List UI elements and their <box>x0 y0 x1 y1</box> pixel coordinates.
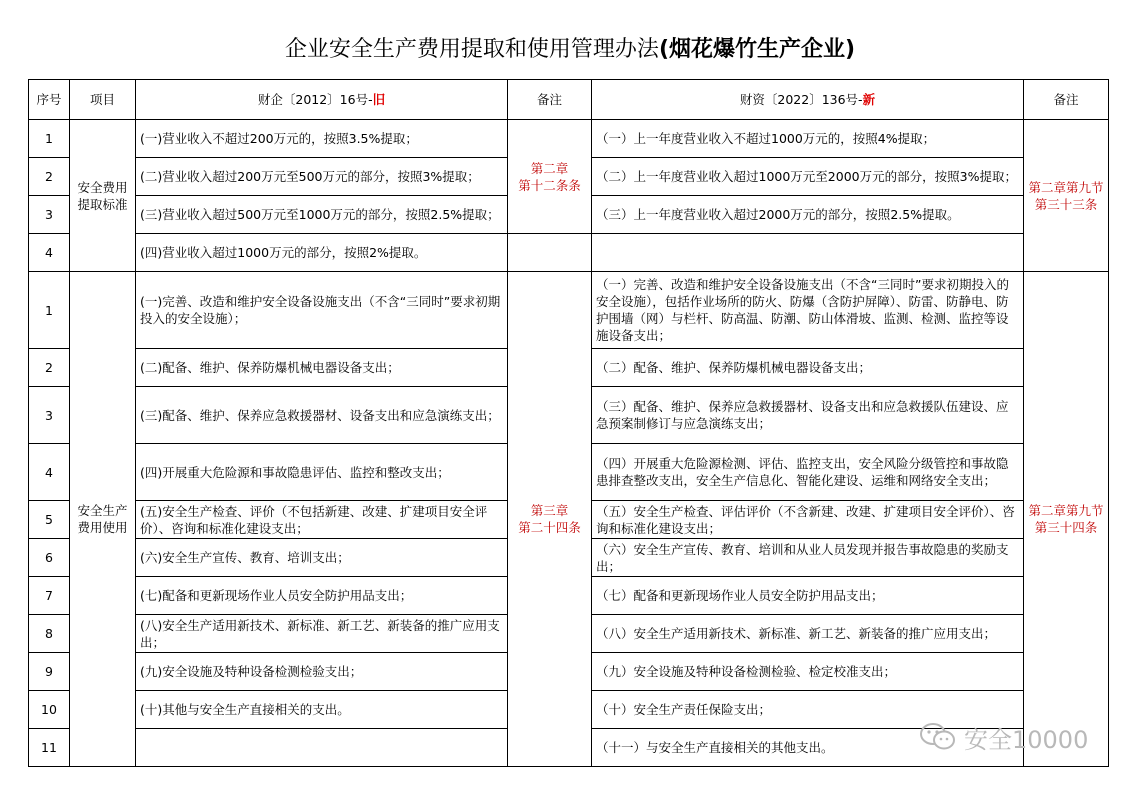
old-clause: (四)开展重大危险源和事故隐患评估、监控和整改支出； <box>136 444 508 501</box>
new-clause: （一）完善、改造和维护安全设备设施支出（不含“三同时”要求初期投入的安全设施），包括作业场所的防火、防爆（含防护屏障）、防雷、防静电、防护围墙（网）与栏杆、防高温、防潮、防山体滑坡、监测、检测、监控等设施设备支出； <box>592 272 1024 349</box>
row-seq: 3 <box>29 196 70 234</box>
wechat-icon <box>918 722 958 752</box>
header-new-standard <box>592 80 1024 120</box>
row-seq: 2 <box>29 349 70 387</box>
watermark-text: 安全10000 <box>964 725 1089 754</box>
old-clause: (九)安全设施及特种设备检测检验支出； <box>136 653 508 691</box>
header-row <box>29 80 1109 120</box>
old-clause: (八)安全生产适用新技术、新标准、新工艺、新装备的推广应用支出； <box>136 615 508 653</box>
row-seq: 10 <box>29 691 70 729</box>
row-seq: 1 <box>29 272 70 349</box>
new-clause: （十）安全生产责任保险支出； <box>592 691 1024 729</box>
old-clause: (五)安全生产检查、评价（不包括新建、改建、扩建项目安全评价）、咨询和标准化建设支出； <box>136 501 508 539</box>
new-clause: （八）安全生产适用新技术、新标准、新工艺、新装备的推广应用支出； <box>592 615 1024 653</box>
title-suffix: (烟花爆竹生产企业) <box>658 37 856 62</box>
old-clause: (一)完善、改造和维护安全设备设施支出（不含“三同时”要求初期投入的安全设施）； <box>136 272 508 349</box>
old-clause: (二)配备、维护、保养防爆机械电器设备支出； <box>136 349 508 387</box>
old-clause: (六)安全生产宣传、教育、培训支出； <box>136 539 508 577</box>
remark-new: 第二章第九节第三十四条 <box>1024 272 1109 767</box>
old-clause: (四)营业收入超过1000万元的部分，按照2%提取。 <box>136 234 508 272</box>
header-remark-new: 备注 <box>1024 80 1109 120</box>
old-clause: (一)营业收入不超过200万元的，按照3.5%提取； <box>136 120 508 158</box>
watermark <box>918 722 1088 752</box>
row-seq: 1 <box>29 120 70 158</box>
table-row <box>29 120 1109 158</box>
row-seq: 3 <box>29 387 70 444</box>
new-clause: （九）安全设施及特种设备检测检验、检定校准支出； <box>592 653 1024 691</box>
old-clause: (十)其他与安全生产直接相关的支出。 <box>136 691 508 729</box>
title-main: 企业安全生产费用提取和使用管理办法 <box>284 37 659 62</box>
header-item: 项目 <box>70 80 136 120</box>
new-clause: （一）上一年度营业收入不超过1000万元的，按照4%提取； <box>592 120 1024 158</box>
new-clause: （十一）与安全生产直接相关的其他支出。 <box>592 729 1024 767</box>
row-seq: 4 <box>29 444 70 501</box>
old-clause: (七)配备和更新现场作业人员安全防护用品支出； <box>136 577 508 615</box>
header-new-tag: 新 <box>862 92 876 107</box>
remark-old: 第二章 第十二条条 <box>508 120 592 234</box>
row-seq: 2 <box>29 158 70 196</box>
old-clause: (三)营业收入超过500万元至1000万元的部分，按照2.5%提取； <box>136 196 508 234</box>
row-seq: 11 <box>29 729 70 767</box>
new-clause: （六）安全生产宣传、教育、培训和从业人员发现并报告事故隐患的奖励支出； <box>592 539 1024 577</box>
old-clause: (三)配备、维护、保养应急救援器材、设备支出和应急演练支出； <box>136 387 508 444</box>
new-clause <box>592 234 1024 272</box>
row-seq: 7 <box>29 577 70 615</box>
document-title <box>0 30 1140 70</box>
item-label: 安全生产费用使用 <box>70 272 136 767</box>
row-seq: 8 <box>29 615 70 653</box>
row-seq: 4 <box>29 234 70 272</box>
row-seq: 5 <box>29 501 70 539</box>
new-clause: （三）配备、维护、保养应急救援器材、设备支出和应急救援队伍建设、应急预案制修订与应急演练支出； <box>592 387 1024 444</box>
row-seq: 9 <box>29 653 70 691</box>
header-old-standard <box>136 80 508 120</box>
item-label: 安全费用提取标准 <box>70 120 136 272</box>
header-remark-old: 备注 <box>508 80 592 120</box>
comparison-table <box>28 79 1109 767</box>
table-row <box>29 234 1109 272</box>
old-clause: (二)营业收入超过200万元至500万元的部分，按照3%提取； <box>136 158 508 196</box>
new-clause: （二）配备、维护、保养防爆机械电器设备支出； <box>592 349 1024 387</box>
header-old-prefix: 财企〔2012〕16号- <box>257 92 373 107</box>
new-clause: （四）开展重大危险源检测、评估、监控支出，安全风险分级管控和事故隐患排查整改支出，安全生产信息化、智能化建设、运维和网络安全支出； <box>592 444 1024 501</box>
new-clause: （三）上一年度营业收入超过2000万元的部分，按照2.5%提取。 <box>592 196 1024 234</box>
header-old-tag: 旧 <box>372 92 386 107</box>
new-clause: （七）配备和更新现场作业人员安全防护用品支出； <box>592 577 1024 615</box>
header-new-prefix: 财资〔2022〕136号- <box>739 92 863 107</box>
remark-old: 第三章 第二十四条 <box>508 272 592 767</box>
remark-new: 第二章第九节第三十三条 <box>1024 120 1109 272</box>
table-row <box>29 272 1109 349</box>
old-clause <box>136 729 508 767</box>
header-seq: 序号 <box>29 80 70 120</box>
remark-old-empty <box>508 234 592 272</box>
new-clause: （二）上一年度营业收入超过1000万元至2000万元的部分，按照3%提取； <box>592 158 1024 196</box>
row-seq: 6 <box>29 539 70 577</box>
new-clause: （五）安全生产检查、评估评价（不含新建、改建、扩建项目安全评价）、咨询和标准化建设支出； <box>592 501 1024 539</box>
